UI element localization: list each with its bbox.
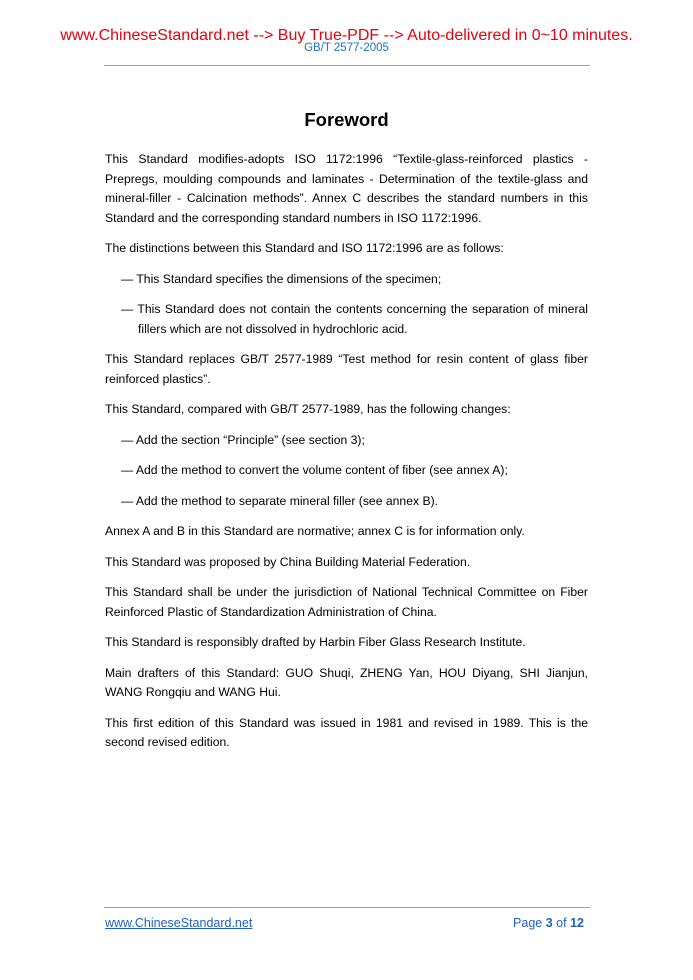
paragraph: This Standard is responsibly drafted by Harbin Fiber Glass Research Institute. [105,635,526,649]
footer-divider [104,907,590,908]
paragraph: This first edition of this Standard was issued in 1981 and revised in 1989. This is the second revised edition. [105,715,588,749]
paragraph: This Standard was proposed by China Building Material Federation. [105,554,471,569]
paragraph: Annex A and B in this Standard are normative; annex C is for information only. [105,524,525,538]
header-divider [104,65,590,66]
promo-banner[interactable]: www.ChineseStandard.net --> Buy True-PDF --> Auto-delivered in 0~10 minutes. [60,27,633,44]
footer-website-link[interactable]: www.ChineseStandard.net [105,916,253,930]
distinction-item: — This Standard does not contain the contents concerning the separation of mineral fillers which are not dissolved in hydrochloric acid. [121,302,588,336]
page-current: 3 [545,916,553,930]
page-number [513,915,584,931]
paragraph: This Standard, compared with GB/T 2577-1989, has the following changes: [105,402,511,416]
paragraph: This Standard shall be under the jurisdiction of National Technical Committee on Fiber Reinforced Plastic of Standardization Administration of China. [105,585,588,619]
paragraph: This Standard modifies-adopts ISO 1172:1996 “Textile-glass-reinforced plastics - Prepregs, moulding compounds and laminates - Determination of the textile-glass and mineral-filler - Calcination methods”. Annex C describes the standard numbers in this Standard and the corresponding standard numbers in ISO 1172:1996. [105,152,588,225]
change-item: — Add the method to separate mineral filler (see annex B). [121,493,439,508]
paragraph: This Standard replaces GB/T 2577-1989 “Test method for resin content of glass fiber reinforced plastics”. [105,352,588,386]
page-title: Foreword [304,109,389,130]
page-total: 12 [570,916,584,930]
standard-code: GB/T 2577-2005 [304,42,389,54]
paragraph: Main drafters of this Standard: GUO Shuqi, ZHENG Yan, HOU Diyang, SHI Jianjun, WANG Rongqiu and WANG Hui. [105,665,588,699]
page-of: of [556,916,567,930]
distinction-item: — This Standard specifies the dimensions of the specimen; [121,271,442,286]
paragraph: The distinctions between this Standard and ISO 1172:1996 are as follows: [105,241,504,255]
change-item: — Add the section “Principle” (see section 3); [121,432,365,447]
foreword-body [105,150,588,764]
page-label: Page [513,916,543,930]
change-item: — Add the method to convert the volume content of fiber (see annex A); [121,463,508,477]
